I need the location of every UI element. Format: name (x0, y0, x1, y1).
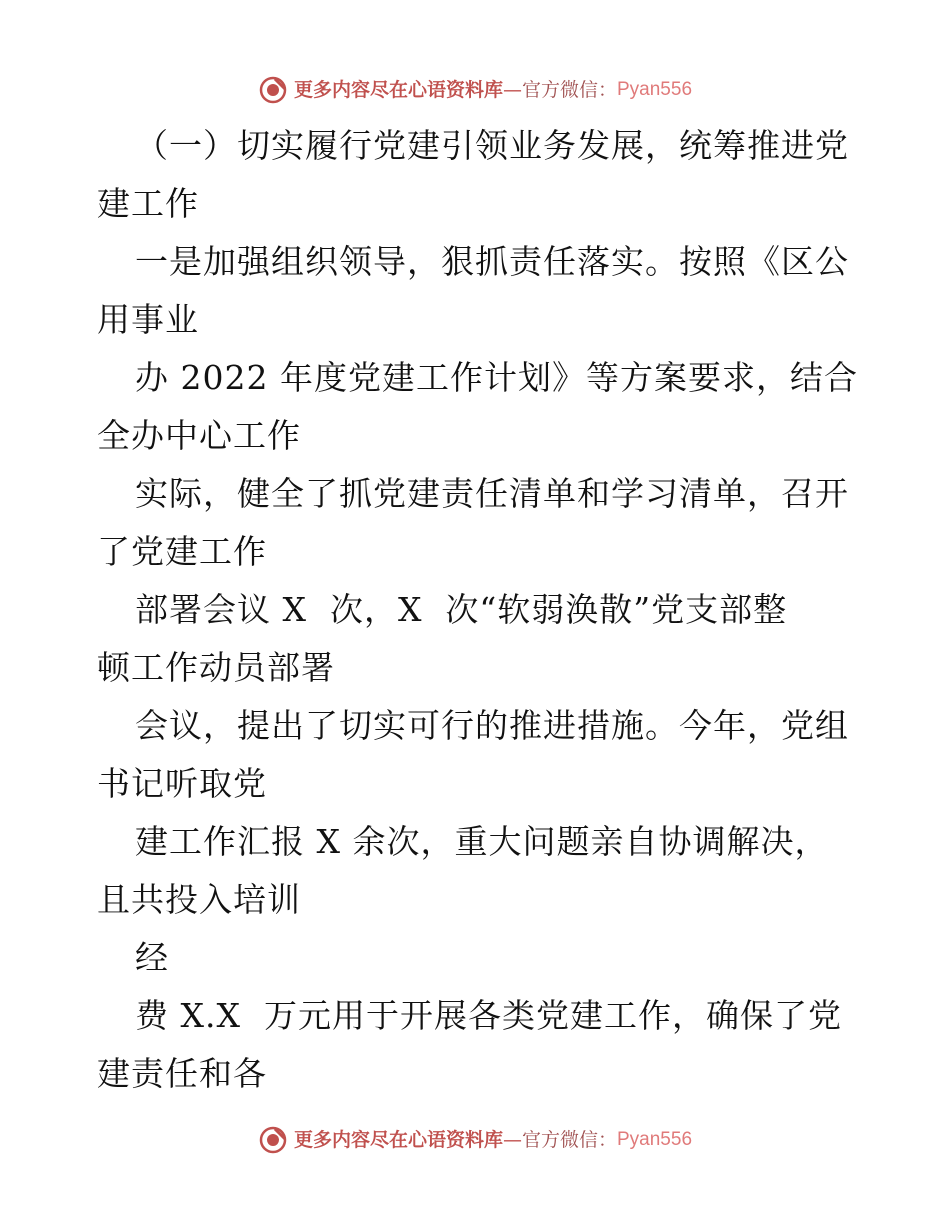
body-line: （一）切实履行党建引领业务发展，统筹推进党 (135, 126, 849, 165)
watermark-dash: — (502, 79, 522, 101)
body-line: 办 2022 年度党建工作计划》等方案要求，结合 (135, 358, 858, 397)
watermark-dash: — (502, 1129, 522, 1151)
watermark-wechat-id: Pyan556 (617, 1129, 693, 1150)
logo-icon (258, 75, 288, 105)
watermark-wechat-id: Pyan556 (617, 79, 693, 100)
watermark-sub-text: 官方微信： (521, 1129, 617, 1151)
header-watermark (0, 72, 950, 108)
body-line: 顿工作动员部署 (97, 648, 335, 687)
body-line: 经 (135, 938, 169, 977)
document-body (97, 117, 857, 1103)
body-line: 了党建工作 (97, 532, 267, 571)
footer-watermark (0, 1122, 950, 1158)
body-line: 书记听取党 (97, 764, 267, 803)
watermark-main-text: 更多内容尽在心语资料库 (293, 1129, 503, 1151)
body-line: 建责任和各 (97, 1054, 267, 1093)
body-line: 用事业 (97, 300, 199, 339)
body-line: 建工作汇报 X 余次，重大问题亲自协调解决， (135, 822, 829, 861)
logo-icon (258, 1125, 288, 1155)
watermark-main-text: 更多内容尽在心语资料库 (293, 79, 503, 101)
body-line: 会议，提出了切实可行的推进措施。今年，党组 (135, 706, 849, 745)
body-line: 部署会议 X 次，X 次“软弱涣散”党支部整 (135, 590, 788, 629)
body-line: 全办中心工作 (97, 416, 301, 455)
body-line: 费 X.X 万元用于开展各类党建工作，确保了党 (135, 996, 842, 1035)
body-line: 且共投入培训 (97, 880, 301, 919)
body-line: 建工作 (97, 184, 199, 223)
watermark-sub-text: 官方微信： (521, 79, 617, 101)
body-line: 一是加强组织领导，狠抓责任落实。按照《区公 (135, 242, 849, 281)
body-line: 实际，健全了抓党建责任清单和学习清单，召开 (135, 474, 849, 513)
